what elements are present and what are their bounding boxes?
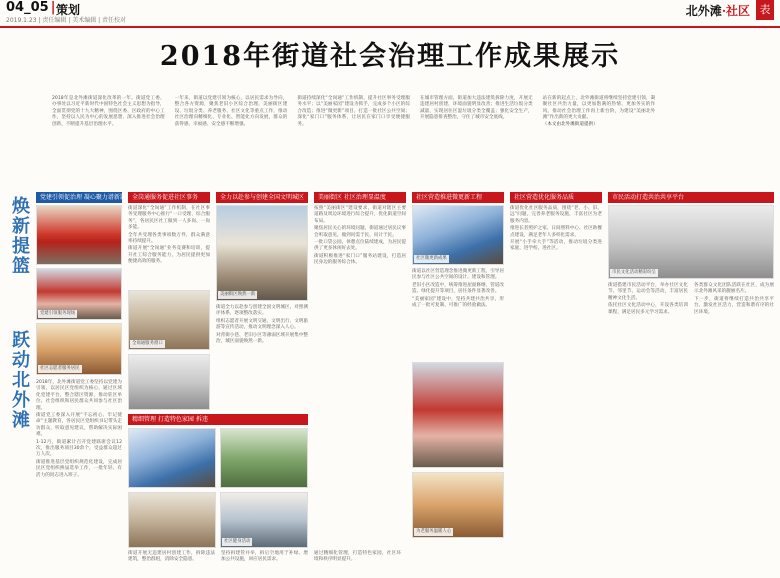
intro-paragraph: 一年来，街道以党建引领为核心，以居民需求为导向，整合各方资源，聚焦老旧小区综合治理、美丽街区建设、垃圾分类、养老服务、社区文化等重点工作，推动社区治理向精细化、专业化、智能化方向发展，群众的获得感、幸福感、安全感不断增强。 [174, 96, 288, 127]
column-text-quality [510, 206, 602, 576]
section-label: 策划 [56, 3, 81, 17]
section-header-civilized: 全力以赴参与创建全国文明城区 [216, 192, 308, 203]
page-title: 2018年街道社会治理工作成果展示 [159, 41, 621, 72]
paragraph: 街道积极推进“家门口”服务站建设，打造居民身边的服务综合体。 [314, 253, 406, 266]
column-text-civilized [216, 305, 308, 379]
photo-party-ceremony [36, 205, 122, 265]
section-header-activities: 市民活动打造共治共享平台 [608, 192, 774, 203]
photo-caption: 为老服务温暖人心 [416, 529, 452, 534]
paragraph: 通过精细化管理，打造特色家园，社区环境和秩序明显提升。 [314, 551, 401, 563]
section-header-management: 精细管理 打造特色家园 拆违 [128, 414, 308, 425]
slogan-top: 焕新提篮 [9, 196, 30, 276]
brand-seal: 表 [756, 0, 774, 20]
photo-garden [220, 428, 308, 488]
paragraph: 街道搭建市民活动平台，举办社区文化节、邻里节、运动会等活动，丰富居民精神文化生活。 [608, 283, 688, 301]
photo-activity-crowd [412, 362, 504, 468]
intro-paragraph: 街道持续深化“全岗通”工作机制，提升社区事务受理服务水平；以“美丽家园”建设为抓手，完成多个小区的综合改造；推进“微更新”项目，打造一批社区公共空间；深化“家门口”服务体系，让居民在家门口享受便捷服务。 [297, 96, 410, 127]
section-header-renewal: 社区营造推进微更新工程 [412, 192, 504, 203]
photo-demolition [128, 428, 216, 488]
column-text-management [128, 551, 401, 576]
paragraph: 全年共受理各类事项数万件，群众满意率持续提升。 [128, 232, 210, 245]
paragraph: 街道开展无违建居村创建工作，拆除违法建筑，整治群租，消除安全隐患。 [128, 551, 215, 563]
paragraph: 坚持拆建管并举，拆后空地用于补绿、增加公共设施，回应居民需求。 [221, 551, 308, 563]
date-line: 2019.1.23 | 责任编辑 | 美术编辑 | 责任校对 [6, 17, 127, 24]
paragraph: 2018年，北外滩街道党工委坚持以党建为引领，以居民区党组织为核心，通过区域化党建平台，整合辖区资源，推动驻区单位、社会组织和居民群众共同参与社区治理。 [36, 380, 122, 411]
paragraph: 依托社区文化活动中心，开设各类培训课程，满足居民多元学习需求。 [608, 303, 688, 315]
paragraph: 街道以社区营造理念推进微更新工程，引导居民参与社区公共空间的设计、建设和管理。 [412, 269, 504, 281]
paragraph: 开展“小手牵大手”等活动，推动垃圾分类进家庭、进学校、进社区。 [510, 240, 602, 252]
brand-name: 北外滩·社区 [685, 4, 750, 18]
section-header-party: 党建引领促治理 凝心聚力谱新篇 [36, 192, 122, 203]
intro-signature: （本文由北外滩街道提供） [542, 121, 598, 127]
paragraph: “美丽家园”建设中，坚持共建共治共享，形成了一批可复制、可推广的经验做法。 [412, 296, 504, 309]
paragraph: 对背街小巷、老旧小区等薄弱区域开展集中整治，城区面貌焕然一新。 [216, 332, 308, 345]
photo-street [216, 205, 308, 301]
photo-caption: 美丽街区焕然一新 [220, 292, 256, 297]
photo-office [128, 354, 210, 410]
paragraph: 聚焦居民关心的环境问题，街道通过居民议事会听取意见，做到问需于民、问计于民。 [314, 226, 406, 238]
intro-paragraph: 在城市管理方面，街道加大违法建筑拆除力度，开展无违建居村创建，环境面貌明显改善；推进生活垃圾分类减量，实现居住区湿垃圾分类全覆盖；强化安全生产，开展隐患排查整治，守住了城市安全底线。 [419, 96, 533, 121]
photo-caption: 党建引领服务现场 [40, 311, 76, 316]
column-text-streets [314, 206, 406, 576]
paragraph: 组织志愿者开展文明交通、文明出行、文明旅游等宣传活动，推动文明理念深入人心。 [216, 318, 308, 331]
photo-corridor [128, 492, 216, 548]
photo-performance [608, 205, 774, 279]
paragraph: 各类群众文化团队活跃在社区，成为展示北外滩风采的靓丽名片。 [694, 283, 774, 295]
paragraph: 推进长者照护之家、日间照料中心、社区助餐点建设，满足老年人多样化需求。 [510, 226, 602, 238]
paragraph: 按照“美丽街区”建设要求，街道对辖区主要道路及周边环境进行综合提升，优化街道空间布局。 [314, 206, 406, 224]
photo-caption: 社区微更新成果 [416, 256, 447, 261]
slogan-bottom: 跃动北外滩 [9, 330, 30, 430]
column-text-renewal [412, 269, 504, 359]
section-header-quality: 社区营造优化服务品质 [510, 192, 602, 203]
paragraph: 街道开展“全岗通”业务竞赛和培训，提升社工综合服务能力，为居民提供更加便捷高效的服务。 [128, 246, 210, 265]
page-number: 04_05 | [6, 0, 56, 15]
intro-paragraph: 2018年是北外滩街道深化改革的一年。街道党工委、办事处以习近平新时代中国特色社会主义思想为指导，全面贯彻党的十九大精神，围绕区委、区政府的中心工作，坚持以人民为中心的发展思想，深入推进社会治理创新，不断提升基层治理水平。 [52, 96, 165, 127]
intro-paragraph: 站在新的起点上，北外滩街道将继续坚持党建引领，凝聚社区共治力量，以更加饱满的热情、更加务实的作风，推动社会治理工作再上新台阶，为建设“美丽北外滩”作出新的更大贡献。 [542, 96, 656, 121]
paragraph: 1-12月，街道累计召开党建联席会议12次，推出服务项目30余个，受益群众超过万人次。 [36, 439, 122, 458]
paragraph: 一批口袋公园、休憩点位陆续建成，为居民提供了更多休闲好去处。 [314, 240, 406, 252]
paragraph: 街道党工委深入开展“不忘初心、牢记使命”主题教育，各居民区党组织书记带头走访群众，听取意见建议，帮助解决实际困难。 [36, 413, 122, 438]
section-header-service: 全岗通服务促进社区事务 [128, 192, 210, 203]
photo-caption: 社区健身活动 [224, 539, 251, 544]
paragraph: 街道深化“全岗通”工作机制，在社区事务受理服务中心推行“一口受理、综合服务”，各居民区社工做到一人多岗、一岗多能。 [128, 206, 210, 231]
column-text-service [128, 206, 210, 286]
paragraph: 老旧小区改造中，统筹推进屋面修缮、管道改造、绿化提升等项目，居住条件显著改善。 [412, 282, 504, 295]
photo-caption: 社区志愿者服务居民 [40, 366, 80, 371]
paragraph: 街道推进基层党组织规范化建设，完成居民区党组织换届选举工作，一批年轻、有活力的同志进入班子。 [36, 459, 122, 478]
photo-caption: 全岗通服务窗口 [132, 341, 163, 346]
column-text-party [36, 380, 122, 575]
paragraph: 街道全力以赴参与创建全国文明城区，对照测评体系，逐项整改落实。 [216, 305, 308, 317]
paragraph: 下一步，街道将继续打造共治共享平台，激发社区活力，营造和谐有序的社区环境。 [694, 296, 774, 315]
page-header [0, 0, 780, 28]
photo-caption: 市民文化活动精彩纷呈 [612, 270, 656, 275]
column-text-activities [608, 283, 774, 575]
paragraph: 街道优化社区服务品质，围绕“老、小、旧、远”问题，完善养老服务设施，丰富社区为老服务内容。 [510, 206, 602, 224]
intro-text [52, 96, 778, 180]
section-header-streets: 美丽街区 社区治理显温度 [314, 192, 406, 203]
